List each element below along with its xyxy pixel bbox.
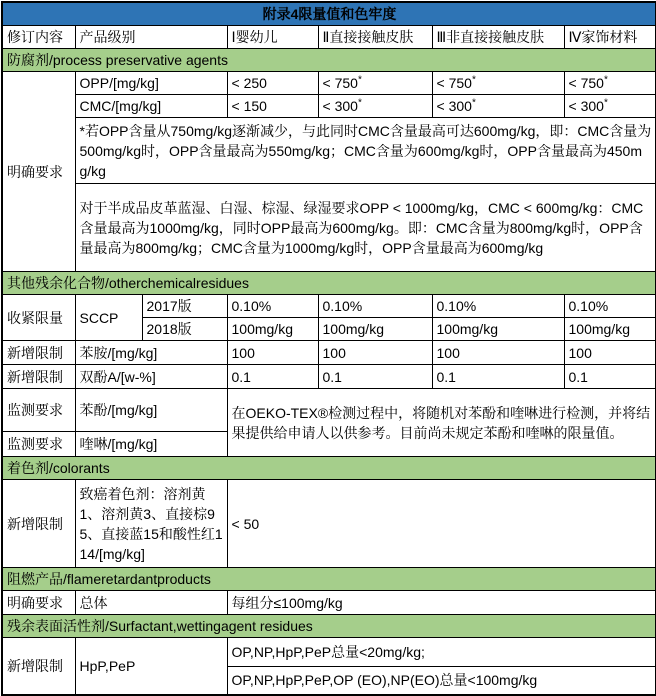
- cell-sccp-2017-v4: 0.10%: [564, 295, 656, 318]
- row-colorants: [2, 480, 656, 568]
- cell-opp-name: OPP/[mg/kg]: [75, 72, 227, 95]
- header-row: [2, 26, 656, 49]
- cmc-v2-value: < 300: [322, 98, 358, 114]
- cell-opp-note1: *若OPP含量从750mg/kg逐渐减少，与此同时CMC含量最高可达600mg/kg，即：CMC含量为500mg/kg时，OPP含量最高为550mg/kg；CMC含量为600mg/kg时，OPP含量最高为450mg/kg: [75, 118, 656, 184]
- cell-bisphenol-v2: 0.1: [318, 365, 432, 389]
- section-surfactants: [2, 615, 656, 638]
- cell-sccp-2018-label: 2018版: [142, 318, 227, 341]
- cell-opp-v2: [318, 72, 432, 95]
- cell-aniline-v4: 100: [564, 341, 656, 365]
- cell-cmc-v4: [564, 95, 656, 118]
- asterisk: *: [603, 97, 608, 109]
- limits-table: [1, 1, 656, 696]
- title-row: [2, 2, 656, 26]
- row-bisphenol-a: [2, 365, 656, 389]
- section-title-colorants: 着色剂/colorants: [2, 457, 656, 480]
- row-sccp-2017: [2, 295, 656, 318]
- cell-flame-name: 总体: [75, 591, 227, 615]
- cell-flame-value: 每组分≤100mg/kg: [227, 591, 656, 615]
- cell-bisphenol-v1: 0.1: [227, 365, 318, 389]
- cell-opp-v1: < 250: [227, 72, 318, 95]
- cell-surfactants-line2: OP,NP,HpP,PeP,OP (EO),NP(EO)总量<100mg/kg: [227, 667, 656, 695]
- section-title-preservatives: 防腐剂/process preservative agents: [2, 49, 656, 72]
- cell-requirement-bisphenol: 新增限制: [2, 365, 75, 389]
- cell-requirement-surfactants: 新增限制: [2, 638, 75, 695]
- cell-sccp-name: SCCP: [75, 295, 142, 341]
- cell-aniline-v3: 100: [432, 341, 564, 365]
- header-product-grade: 产品级别: [75, 26, 227, 49]
- cell-requirement-phenol: 监测要求: [2, 389, 75, 432]
- cmc-v3-value: < 300: [436, 98, 472, 114]
- section-title-flame-retardant: 阻燃产品/flameretardantproducts: [2, 568, 656, 591]
- cell-aniline-v2: 100: [318, 341, 432, 365]
- cell-requirement-aniline: 新增限制: [2, 341, 75, 365]
- asterisk: *: [471, 97, 476, 109]
- cell-cmc-v1: < 150: [227, 95, 318, 118]
- cell-sccp-2018-v1: 100mg/kg: [227, 318, 318, 341]
- cell-sccp-2018-v3: 100mg/kg: [432, 318, 564, 341]
- cell-bisphenol-v4: 0.1: [564, 365, 656, 389]
- cell-phenol-name: 苯酚/[mg/kg]: [75, 389, 227, 432]
- section-title-other-residues: 其他残余化合物/otherchemicalresidues: [2, 272, 656, 295]
- row-cmc: [2, 95, 656, 118]
- header-class3: Ⅲ非直接接触皮肤: [432, 26, 564, 49]
- row-flame-retardant: [2, 591, 656, 615]
- row-opp-note1: [2, 118, 656, 184]
- header-revision: 修订内容: [2, 26, 75, 49]
- cell-sccp-2018-v4: 100mg/kg: [564, 318, 656, 341]
- cell-aniline-name: 苯胺/[mg/kg]: [75, 341, 227, 365]
- section-other-residues: [2, 272, 656, 295]
- cell-requirement-sccp: 收紧限量: [2, 295, 75, 341]
- cell-colorants-name: 致癌着色剂：溶剂黄1、溶剂黄3、直接棕95、直接蓝15和酸性红114/[mg/kg]: [75, 480, 227, 568]
- cell-sccp-2017-v3: 0.10%: [432, 295, 564, 318]
- cell-colorants-value: < 50: [227, 480, 656, 568]
- section-flame-retardant: [2, 568, 656, 591]
- opp-v2-value: < 750: [322, 75, 358, 91]
- cell-cmc-v2: [318, 95, 432, 118]
- row-surfactants-1: [2, 638, 656, 667]
- cell-opp-v3: [432, 72, 564, 95]
- section-colorants: [2, 457, 656, 480]
- cell-bisphenol-v3: 0.1: [432, 365, 564, 389]
- cell-requirement-colorants: 新增限制: [2, 480, 75, 568]
- cmc-v4-value: < 300: [568, 98, 604, 114]
- row-opp-note2: [2, 184, 656, 272]
- cell-surfactants-name: HpP,PeP: [75, 638, 227, 695]
- cell-requirement-opp: 明确要求: [2, 72, 75, 272]
- cell-bisphenol-name: 双酚A/[w-%]: [75, 365, 227, 389]
- cell-monitor-note: 在OEKO-TEX®检测过程中，将随机对苯酚和喹啉进行检测，并将结果提供给申请人以供参考。目前尚未规定苯酚和喹啉的限量值。: [227, 389, 656, 457]
- section-preservatives: [2, 49, 656, 72]
- cell-sccp-2018-v2: 100mg/kg: [318, 318, 432, 341]
- section-title-surfactants: 残余表面活性剂/Surfactant,wettingagent residues: [2, 615, 656, 638]
- cell-quinoline-name: 喹啉/[mg/kg]: [75, 432, 227, 457]
- cell-opp-note2: 对于半成品皮革蓝湿、白湿、棕湿、绿湿要求OPP < 1000mg/kg，CMC < 600mg/kg：CMC含量最高为1000mg/kg，同时OPP最高为600mg/kg。即：CMC含量为800mg/kg时，OPP含量最高为800mg/kg；CMC含量为1000mg/kg时，OPP含量最高为600mg/kg: [75, 184, 656, 272]
- header-class2: Ⅱ直接接触皮肤: [318, 26, 432, 49]
- row-aniline: [2, 341, 656, 365]
- cell-aniline-v1: 100: [227, 341, 318, 365]
- header-class4: Ⅳ家饰材料: [564, 26, 656, 49]
- opp-v3-value: < 750: [436, 75, 472, 91]
- cell-sccp-2017-label: 2017版: [142, 295, 227, 318]
- header-class1: Ⅰ婴幼儿: [227, 26, 318, 49]
- cell-surfactants-line1: OP,NP,HpP,PeP总量<20mg/kg;: [227, 638, 656, 667]
- cell-sccp-2017-v2: 0.10%: [318, 295, 432, 318]
- cell-requirement-flame: 明确要求: [2, 591, 75, 615]
- cell-cmc-v3: [432, 95, 564, 118]
- row-phenol: [2, 389, 656, 432]
- table-title: 附录4限量值和色牢度: [2, 2, 656, 26]
- asterisk: *: [357, 74, 362, 86]
- asterisk: *: [357, 97, 362, 109]
- cell-cmc-name: CMC/[mg/kg]: [75, 95, 227, 118]
- cell-sccp-2017-v1: 0.10%: [227, 295, 318, 318]
- asterisk: *: [603, 74, 608, 86]
- asterisk: *: [471, 74, 476, 86]
- opp-v4-value: < 750: [568, 75, 604, 91]
- cell-opp-v4: [564, 72, 656, 95]
- cell-requirement-quinoline: 监测要求: [2, 432, 75, 457]
- row-opp: [2, 72, 656, 95]
